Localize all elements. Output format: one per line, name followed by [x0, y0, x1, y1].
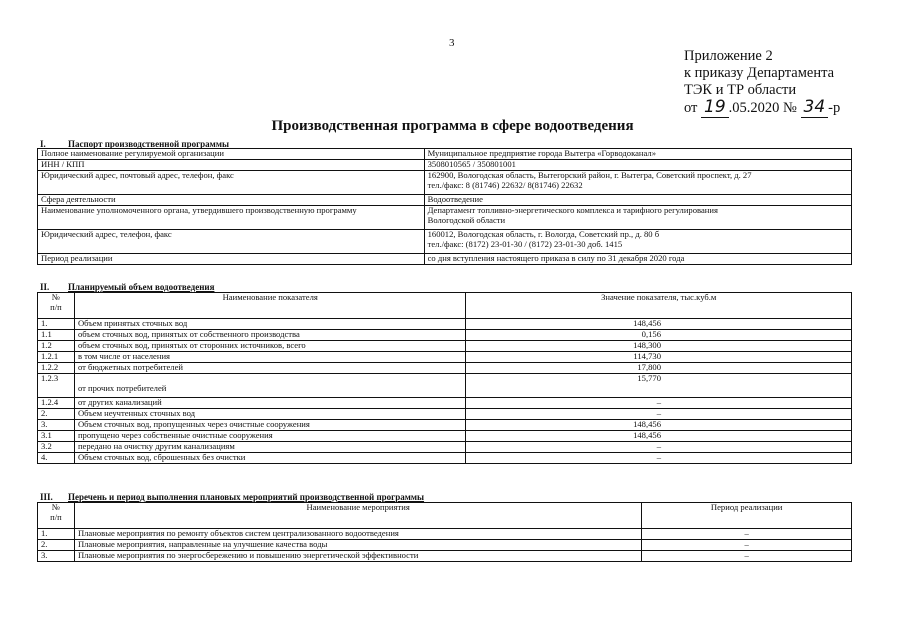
passport-label: Полное наименование регулируемой организации: [38, 149, 425, 160]
row-value: –: [466, 453, 852, 464]
table-row: [38, 398, 852, 409]
passport-label: Юридический адрес, почтовый адрес, телефон, факс: [38, 171, 425, 195]
table-row: [38, 442, 852, 453]
table-row: [38, 540, 852, 551]
passport-value: [424, 230, 851, 254]
row-name: в том числе от населения: [74, 352, 466, 363]
col-header-num: [38, 503, 75, 529]
row-name: пропущено через собственные очистные сооружения: [74, 431, 466, 442]
row-num: 3.: [38, 551, 75, 562]
row-name: объем сточных вод, принятых от собственного производства: [74, 330, 466, 341]
col-header-name: Наименование мероприятия: [74, 503, 641, 529]
col-header-num-line2: п/п: [50, 301, 62, 312]
section-3-heading: [40, 492, 424, 502]
passport-label: Период реализации: [38, 254, 425, 265]
appendix-line-3: ТЭК и ТР области: [684, 82, 797, 98]
row-name: Объем неучтенных сточных вод: [74, 409, 466, 420]
row-num: 1.: [38, 319, 75, 330]
row-num: 1.: [38, 529, 75, 540]
row-value: –: [466, 409, 852, 420]
table-row: [38, 254, 852, 265]
row-name: Объем сточных вод, пропущенных через очистные сооружения: [74, 420, 466, 431]
section-2-title: Планируемый объем водоотведения: [68, 282, 215, 292]
section-1-number: I.: [40, 139, 46, 149]
passport-value: Водоотведение: [424, 195, 851, 206]
row-value: 148,456: [466, 420, 852, 431]
row-value: 15,770: [466, 374, 852, 398]
table-row: [38, 195, 852, 206]
row-name: Плановые мероприятия по ремонту объектов систем централизованного водоотведения: [74, 529, 641, 540]
col-header-name: Наименование показателя: [74, 293, 466, 319]
row-num: 1.2.1: [38, 352, 75, 363]
section-3-number: III.: [40, 492, 53, 502]
table-row: [38, 374, 852, 398]
row-name: Объем принятых сточных вод: [74, 319, 466, 330]
passport-value-line: Департамент топливно-энергетического комплекса и тарифного регулирования: [427, 205, 718, 215]
col-header-num-line1: №: [51, 502, 61, 512]
appendix-block: [684, 48, 840, 117]
table-row: [38, 352, 852, 363]
row-value: 148,456: [466, 319, 852, 330]
row-num: 2.: [38, 540, 75, 551]
order-suffix: -р: [828, 100, 841, 116]
passport-table: [37, 148, 852, 265]
table-row: [38, 431, 852, 442]
volume-table: [37, 292, 852, 464]
table-row: [38, 420, 852, 431]
row-value: 0,156: [466, 330, 852, 341]
appendix-line-2: к приказу Департамента: [684, 65, 835, 81]
table-header-row: [38, 503, 852, 529]
row-name: от других канализаций: [74, 398, 466, 409]
table-row: [38, 529, 852, 540]
row-num: 3.1: [38, 431, 75, 442]
row-name: Объем сточных вод, сброшенных без очистки: [74, 453, 466, 464]
table-row: [38, 409, 852, 420]
passport-label: Юридический адрес, телефон, факс: [38, 230, 425, 254]
table-header-row: [38, 293, 852, 319]
passport-label: ИНН / КПП: [38, 160, 425, 171]
measures-table: [37, 502, 852, 562]
table-row: [38, 160, 852, 171]
passport-label: Наименование уполномоченного органа, утвердившего производственную программу: [38, 206, 425, 230]
row-num: 1.2.4: [38, 398, 75, 409]
table-row: [38, 171, 852, 195]
passport-value-line: тел./факс: (8172) 23-01-30 / (8172) 23-01-30 доб. 1415: [427, 238, 623, 249]
row-num: 3.: [38, 420, 75, 431]
table-row: [38, 330, 852, 341]
col-header-num: [38, 293, 75, 319]
row-num: 3.2: [38, 442, 75, 453]
table-row: [38, 341, 852, 352]
row-num: 1.2.3: [38, 374, 75, 398]
row-value: 114,730: [466, 352, 852, 363]
row-num: 1.2.2: [38, 363, 75, 374]
passport-value: Муниципальное предприятие города Вытегра «Горводоканал»: [424, 149, 851, 160]
document-title: Производственная программа в сфере водоотведения: [271, 118, 634, 134]
row-period: –: [642, 551, 852, 562]
row-name: передано на очистку другим канализациям: [74, 442, 466, 453]
passport-label: Сфера деятельности: [38, 195, 425, 206]
table-row: [38, 319, 852, 330]
section-2-heading: [40, 282, 214, 292]
section-2-number: II.: [40, 282, 50, 292]
date-rest: .05.2020 №: [728, 100, 797, 116]
passport-value-line: Вологодской области: [427, 214, 506, 225]
passport-value: со дня вступления настоящего приказа в силу по 31 декабря 2020 года: [424, 254, 851, 265]
page-number: 3: [449, 37, 455, 49]
passport-value-line: 160012, Вологодская область, г. Вологда, Советский пр., д. 80 б: [427, 229, 660, 239]
row-value: 148,300: [466, 341, 852, 352]
row-num: 4.: [38, 453, 75, 464]
order-number-handwritten: 34: [801, 97, 829, 118]
passport-value-line: 162900, Вологодская область, Вытегорский район, г. Вытегра, Советский проспект, д. 27: [427, 170, 752, 180]
date-day-handwritten: 19: [701, 97, 729, 118]
table-row: [38, 206, 852, 230]
row-name: от бюджетных потребителей: [74, 363, 466, 374]
row-num: 2.: [38, 409, 75, 420]
row-name: Плановые мероприятия по энергосбережению и повышению энергетической эффективности: [74, 551, 641, 562]
row-name: Плановые мероприятия, направленные на улучшение качества воды: [74, 540, 641, 551]
table-row: [38, 230, 852, 254]
section-3-title: Перечень и период выполнения плановых мероприятий производственной программы: [68, 492, 425, 502]
col-header-num-line1: №: [51, 292, 61, 302]
passport-value-line: тел./факс: 8 (81746) 22632/ 8(81746) 22632: [427, 179, 583, 190]
passport-value: 3508010565 / 350801001: [424, 160, 851, 171]
date-prefix: от: [684, 100, 698, 116]
section-1-title: Паспорт производственной программы: [68, 139, 229, 149]
row-period: –: [642, 540, 852, 551]
col-header-value: Значение показателя, тыс.куб.м: [466, 293, 852, 319]
passport-value: [424, 171, 851, 195]
row-num: 1.1: [38, 330, 75, 341]
row-name: объем сточных вод, принятых от сторонних источников, всего: [74, 341, 466, 352]
table-row: [38, 149, 852, 160]
row-num: 1.2: [38, 341, 75, 352]
row-value: –: [466, 398, 852, 409]
row-value: 17,800: [466, 363, 852, 374]
appendix-line-1: Приложение 2: [684, 48, 773, 64]
row-value: 148,456: [466, 431, 852, 442]
row-value: –: [466, 442, 852, 453]
table-row: [38, 363, 852, 374]
row-name: от прочих потребителей: [74, 374, 466, 398]
col-header-num-line2: п/п: [50, 511, 62, 522]
appendix-date-line: [684, 99, 840, 117]
table-row: [38, 551, 852, 562]
col-header-period: Период реализации: [642, 503, 852, 529]
passport-value: [424, 206, 851, 230]
table-row: [38, 453, 852, 464]
row-period: –: [642, 529, 852, 540]
